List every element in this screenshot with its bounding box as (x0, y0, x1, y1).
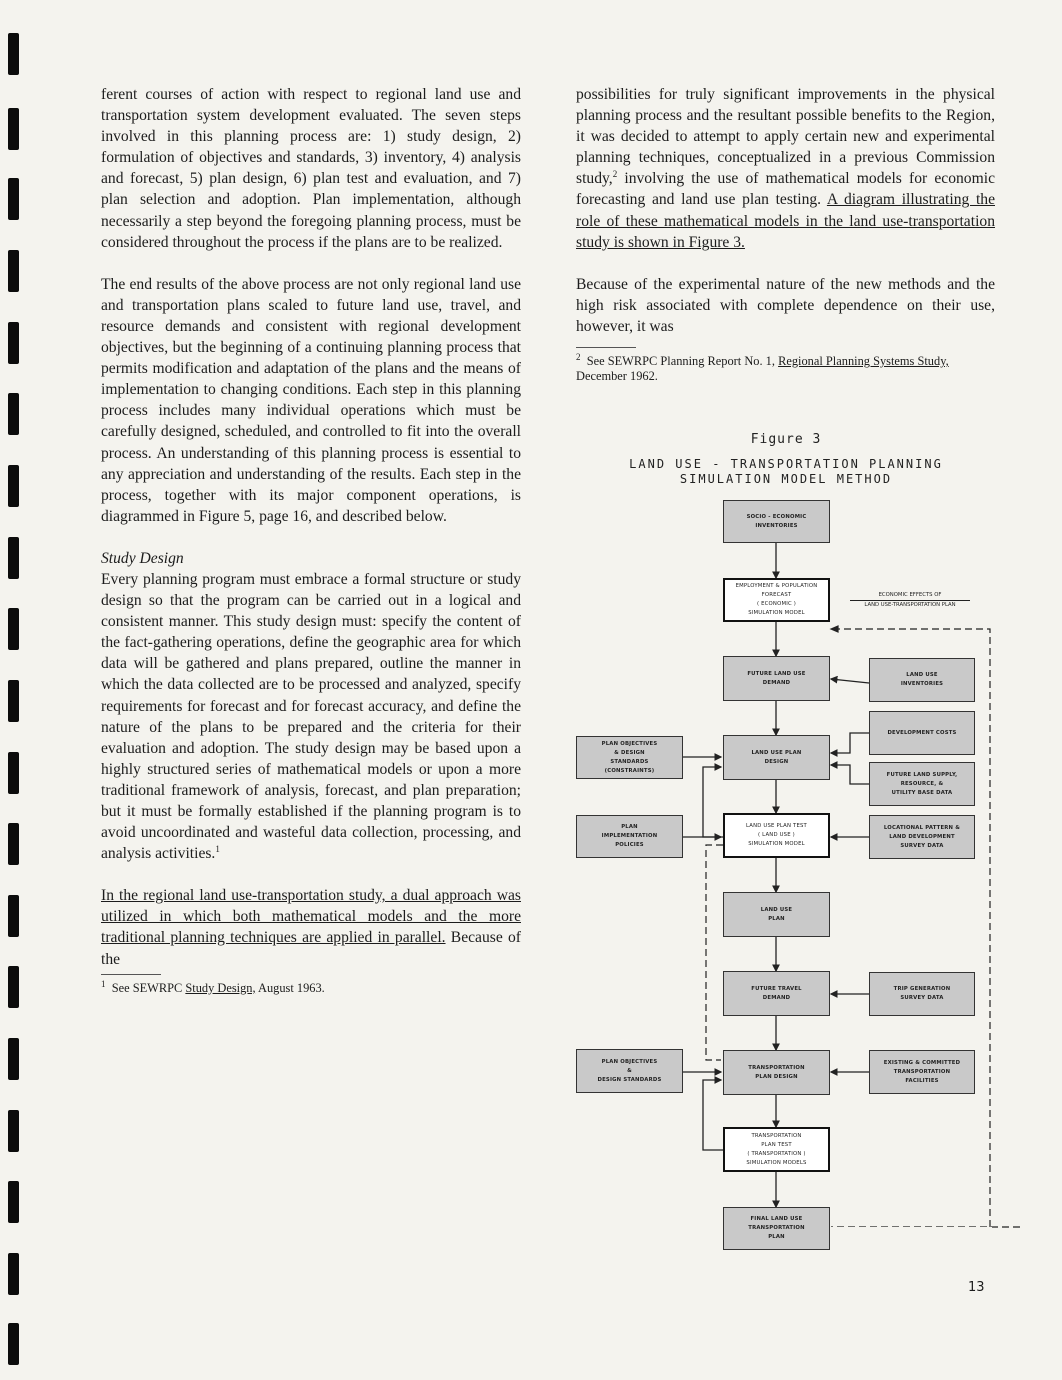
figure-label: Figure 3 (750, 432, 822, 447)
box-future-land-supply: FUTURE LAND SUPPLY, RESOURCE, & UTILITY BASE DATA (869, 762, 975, 806)
footnote-ref-1: 1 (215, 844, 220, 854)
section-heading: Study Design (101, 549, 184, 567)
footnote-2: $^2$ See SEWRPC Planning Report No. 1, Regional Planning Systems Study, December 1962. (576, 351, 949, 384)
right-paragraph-1: possibilities for truly significant improvements in the physical planning process and the resultant possible benefits to the Region, it was decided to attempt to apply certain new and experimental planning techniques, conceptualized in a previous Commission study,$^2$ involving the use of mathematical models for economic forecasting and land use plan testing. A diagram illustrating the role of these mathematical models in the land use-transportation study is shown in Figure 3. (576, 86, 995, 251)
box-existing-committed-facilities: EXISTING & COMMITTED TRANSPORTATION FACILITIES (869, 1050, 975, 1094)
feedback-label: ECONOMIC EFFECTS OF LAND USE-TRANSPORTATION PLAN (850, 591, 970, 610)
underlined-passage: In the regional land use-transportation study, a dual approach was utilized in which both mathematical models and the more traditional planning techniques are applied in parallel. (101, 887, 521, 947)
left-paragraph-3: Every planning program must embrace a formal structure or study design so that the program can be carried out in a logical and consistent manner. This study design must: specify the content of the fact-gathering operations, define the geographic area for which data will be gathered and plans prepared, outline the manner in which the data collected are to be processed and analyzed, specify requirements for forecast and for forecast accuracy, and define the nature of the plans to be prepared and the criteria for their evaluation and adoption. The study design may be based upon a highly structured series of mathematical models or upon a more traditional framework of analysis, forecast, and plan preparation; but it must be formally established if the planning program is to avoid uncoordinated and wasteful data collection, processing, and analysis activities.$^1$ (101, 570, 521, 863)
left-paragraph-1: ferent courses of action with respect to regional land use and transportation system development evaluated. The seven steps involved in this planning process are: 1) study design, 2) formulation of objectives and standards, 3) inventory, 4) analysis and forecast, 5) plan design, 6) plan test and evaluation, and 7) plan selection and adoption. Plan implementation, although necessarily a step beyond the foregoing planning process, must be considered throughout the process if the plans are to be realized. (101, 86, 521, 251)
box-socio-economic-inventories: SOCIO - ECONOMIC INVENTORIES (723, 500, 830, 543)
box-employment-population-forecast: EMPLOYMENT & POPULATION FORECAST ( ECONOMIC ) SIMULATION MODEL (723, 578, 830, 622)
box-final-plan: FINAL LAND USE TRANSPORTATION PLAN (723, 1207, 830, 1250)
left-paragraph-4: In the regional land use-transportation study, a dual approach was utilized in which both mathematical models and the more traditional planning techniques are applied in parallel. Because of the (101, 887, 521, 968)
box-plan-objectives-constraints: PLAN OBJECTIVES & DESIGN STANDARDS (CONSTRAINTS) (576, 736, 683, 779)
page-number: 13 (968, 1280, 985, 1295)
box-development-costs: DEVELOPMENT COSTS (869, 711, 975, 755)
footnote-ref-2: 2 (612, 169, 618, 180)
mask (829, 1227, 992, 1228)
right-paragraph-2: Because of the experimental nature of the new methods and the high risk associated with complete dependence on their use, however, it was (576, 275, 995, 335)
box-transportation-plan-design: TRANSPORTATION PLAN DESIGN (723, 1050, 830, 1095)
box-land-use-plan-test: LAND USE PLAN TEST ( LAND USE ) SIMULATION MODEL (723, 813, 830, 858)
left-paragraph-2: The end results of the above process are not only regional land use and transportation plans scaled to future land use, travel, and resource demands and consistent with regional development objectives, but the beginning of a continuing planning process that permits modification and adaptation of the plans and the means of implementation to changing conditions. Each step in this planning process includes many individual operations which must be carefully designed, scheduled, and controlled to fit into the overall process. An understanding of this planning process is essential to any appreciation and understanding of the results. Each step in the process, together with its major component operations, is diagrammed in Figure 5, page 16, and described below. (101, 275, 521, 525)
box-land-use-inventories: LAND USE INVENTORIES (869, 658, 975, 702)
box-locational-pattern: LOCATIONAL PATTERN & LAND DEVELOPMENT SURVEY DATA (869, 815, 975, 859)
box-trip-generation-survey: TRIP GENERATION SURVEY DATA (869, 972, 975, 1016)
footnote-1: $^1$ See SEWRPC Study Design, August 1963. (101, 978, 325, 995)
box-plan-objectives-design-standards: PLAN OBJECTIVES & DESIGN STANDARDS (576, 1049, 683, 1093)
box-future-land-use-demand: FUTURE LAND USE DEMAND (723, 656, 830, 701)
box-land-use-plan-design: LAND USE PLAN DESIGN (723, 735, 830, 780)
figure-title-line-2: SIMULATION MODEL METHOD (679, 472, 893, 486)
box-transportation-plan-test: TRANSPORTATION PLAN TEST ( TRANSPORTATION ) SIMULATION MODELS (723, 1127, 830, 1172)
figure-title-line-1: LAND USE - TRANSPORTATION PLANNING (629, 457, 943, 471)
figure-reference: A diagram illustrating the role of these mathematical models in the land use-transportation study is shown in Figure 3. (576, 191, 995, 251)
box-land-use-plan: LAND USE PLAN (723, 892, 830, 937)
box-plan-implementation-policies: PLAN IMPLEMENTATION POLICIES (576, 815, 683, 858)
box-future-travel-demand: FUTURE TRAVEL DEMAND (723, 971, 830, 1016)
